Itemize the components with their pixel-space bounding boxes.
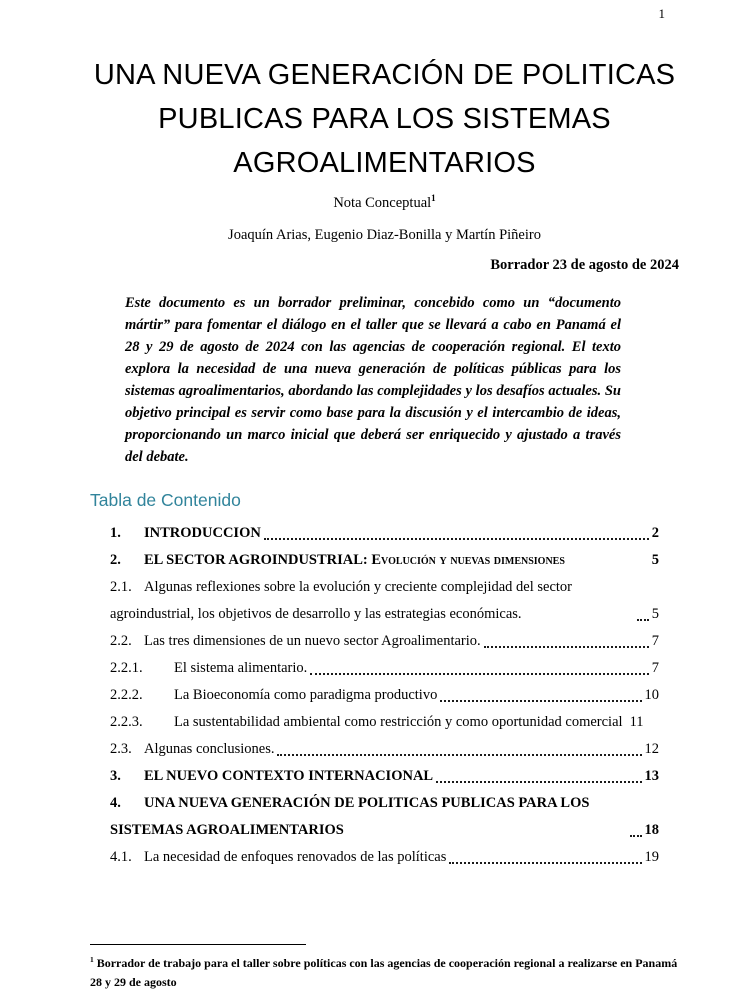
toc-entry-label: Algunas reflexiones sobre la evolución y creciente complejidad del sector agroindustrial, los objetivos de desarrollo y las estrategias económicas. [110,578,572,622]
toc-leader-dots [436,781,641,783]
draft-date: Borrador 23 de agosto de 2024 [490,256,679,273]
toc-page-number: 5 [651,605,659,622]
subtitle-text: Nota Conceptual [333,194,432,211]
toc-entry-number: 2.2.1. [110,659,143,676]
toc-entry-text [110,763,433,790]
toc-entry-label-caps: EL SECTOR AGROINDUSTRIAL: [144,551,372,568]
toc-entry-2-2-3-sustentabilidad[interactable] [110,709,659,736]
toc-entry-text [110,736,274,763]
toc-page-number: 11 [629,713,644,730]
footnote-area [90,944,679,992]
toc-page-number: 5 [651,551,659,568]
toc-entry-number: 2.2. [110,632,132,649]
toc-page-number: 12 [644,740,659,757]
toc-entry-4-1-enfoques-renovados[interactable] [110,844,659,871]
footnote-text [90,950,679,992]
abstract-paragraph: Este documento es un borrador preliminar, concebido como un “documento mártir” para fomentar el diálogo en el taller que se llevará a cabo en Panamá el 28 y 29 de agosto de 2024 con las agencias de cooperación regional. El texto explora la necesidad de una nueva generación de políticas públicas para los sistemas agroalimentarios, abordando las complejidades y los desafíos actuales. Su objetivo principal es servir como base para la discusión y el intercambio de ideas, proporcionando un marco inicial que deberá ser enriquecido y ajustado a través del debate. [125,294,621,465]
toc-entry-label: La Bioeconomía como paradigma productivo [174,686,438,703]
footnote-separator [90,944,306,945]
toc-entry-number: 2. [110,551,121,568]
footnote-number: 1 [90,955,94,964]
toc-entry-number: 4. [110,794,121,811]
toc-entry-number: 1. [110,524,121,541]
toc-entry-text [110,628,481,655]
footnote-body: Borrador de trabajo para el taller sobre políticas con las agencias de cooperación regional a realizarse en Panamá 28 y 29 de agosto [90,956,678,989]
footnote-reference[interactable]: 1 [431,193,436,203]
toc-entry-text [110,574,634,628]
toc-leader-dots [637,619,649,621]
toc-entry-contexto-internacional[interactable] [110,763,659,790]
toc-entry-label: Algunas conclusiones. [144,740,275,757]
toc-leader-dots [630,835,642,837]
authors-line: Joaquín Arias, Eugenio Diaz-Bonilla y Martín Piñeiro [228,226,541,243]
toc-leader-dots [440,700,641,702]
toc-entry-label: La sustentabilidad ambiental como restricción y como oportunidad comercial [174,713,623,730]
toc-list [110,520,659,871]
toc-entry-label: Las tres dimensiones de un nuevo sector Agroalimentario. [144,632,481,649]
toc-page-number: 19 [644,848,659,865]
toc-page-number: 7 [651,632,659,649]
toc-entry-introduccion[interactable] [110,520,659,547]
toc-leader-dots [484,646,649,648]
toc-entry-number: 3. [110,767,121,784]
toc-page-number: 2 [651,524,659,541]
toc-entry-label: UNA NUEVA GENERACIÓN DE POLITICAS PUBLICAS PARA LOS SISTEMAS AGROALIMENTARIOS [110,794,590,838]
toc-entry-label: INTRODUCCION [144,524,261,541]
toc-entry-text [110,844,446,871]
toc-page-number: 7 [651,659,659,676]
toc-entry-2-2-1-sistema-alimentario[interactable] [110,655,659,682]
toc-entry-2-2-tres-dimensiones[interactable] [110,628,659,655]
toc-entry-2-3-conclusiones[interactable] [110,736,659,763]
toc-entry-number: 2.3. [110,740,132,757]
toc-page-number: 10 [644,686,659,703]
toc-entry-number: 4.1. [110,848,132,865]
toc-entry-text [110,714,623,730]
toc-entry-text [110,547,565,574]
toc-leader-dots [449,862,641,864]
toc-entry-label: EL NUEVO CONTEXTO INTERNACIONAL [144,767,434,784]
toc-entry-text [110,682,437,709]
document-subtitle [90,193,679,212]
toc-heading: Tabla de Contenido [90,489,241,510]
toc-leader-dots [277,754,641,756]
toc-entry-label: El sistema alimentario. [174,659,308,676]
toc-entry-text [110,520,261,547]
toc-entry-label [144,552,565,568]
toc-entry-text [110,790,627,844]
toc-entry-label: La necesidad de enfoques renovados de las políticas [144,848,447,865]
toc-entry-sector-agroindustrial[interactable] [110,547,659,574]
toc-page-number: 18 [644,821,659,838]
toc-entry-number: 2.1. [110,578,132,595]
toc-entry-nueva-generacion[interactable] [110,790,659,844]
toc-entry-text [110,655,307,682]
document-title: UNA NUEVA GENERACIÓN DE POLITICAS PUBLICAS PARA LOS SISTEMAS AGROALIMENTARIOS [93,59,676,179]
page-number: 1 [658,6,665,21]
table-of-contents [90,490,679,871]
toc-entry-number: 2.2.2. [110,686,143,703]
toc-leader-dots [264,538,649,540]
toc-entry-2-2-2-bioeconomia[interactable] [110,682,659,709]
toc-entry-2-1-reflexiones[interactable] [110,574,659,628]
toc-page-number: 13 [644,767,659,784]
toc-leader-dots [310,673,648,675]
toc-entry-label-smallcaps: Evolución y nuevas dimensiones [371,551,565,568]
toc-entry-number: 2.2.3. [110,713,143,730]
